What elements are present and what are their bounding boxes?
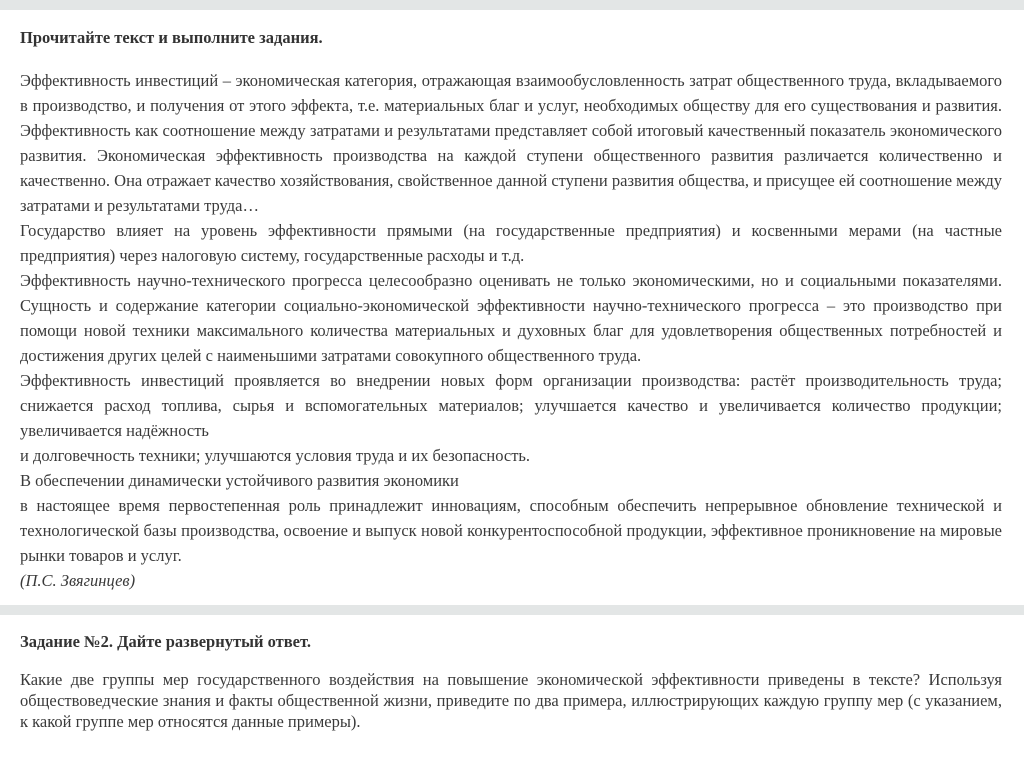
task-panel — [0, 615, 1024, 766]
reading-content — [20, 28, 1002, 593]
author-citation: (П.С. Звягинцев) — [20, 571, 136, 590]
paragraph-6: В обеспечении динамически устойчивого развития экономики — [20, 471, 459, 490]
paragraph-5: и долговечность техники; улучшаются условия труда и их безопасность. — [20, 446, 531, 465]
paragraph-3: Эффективность научно-технического прогресса целесообразно оценивать не только экономическими, но и социальными показателями. Сущность и содержание категории социально-экономической эффективности научно-технического прогресса – это производство при помощи новой техники максимального количества материальных и духовных благ для удовлетворения общественных потребностей и достижения других целей с наименьшими затратами совокупного общественного труда. — [20, 271, 1002, 365]
paragraph-4: Эффективность инвестиций проявляется во внедрении новых форм организации производства: растёт производительность труда; снижается расход топлива, сырья и вспомогательных материалов; улучшается качество и увеличивается количество продукции; увеличивается надёжность — [20, 371, 1002, 440]
paragraph-7: в настоящее время первостепенная роль принадлежит инновациям, способным обеспечить непрерывное обновление технической и технологической базы производства, освоение и выпуск новой конкурентоспособной продукции, эффективное проникновение на мировые рынки товаров и услуг. — [20, 496, 1002, 565]
task-question: Какие две группы мер государственного воздействия на повышение экономической эффективности приведены в тексте? Используя обществоведческие знания и факты общественной жизни, приведите по два примера, иллюстрирующих каждую группу мер (с указанием, к какой группе мер относятся данные примеры). — [20, 670, 1002, 731]
reading-panel — [0, 10, 1024, 605]
task-title: Задание №2. Дайте развернутый ответ. — [20, 632, 311, 651]
paragraph-2: Государство влияет на уровень эффективности прямыми (на государственные предприятия) и косвенными мерами (на частные предприятия) через налоговую систему, государственные расходы и т.д. — [20, 221, 1002, 265]
task-content — [20, 632, 1002, 732]
reading-instruction: Прочитайте текст и выполните задания. — [20, 28, 323, 47]
paragraph-1: Эффективность инвестиций – экономическая категория, отражающая взаимообусловленность затрат общественного труда, вкладываемого в производство, и получения от этого эффекта, т.е. материальных благ и услуг, необходимых обществу для его существования и развития. Эффективность как соотношение между затратами и результатами представляет собой итоговый качественный показатель экономического развития. Экономическая эффективность производства на каждой ступени общественного развития различается количественно и качественно. Она отражает качество хозяйствования, свойственное данной ступени развития общества, и присущее ей соотношение между затратами и результатами труда… — [20, 71, 1002, 215]
